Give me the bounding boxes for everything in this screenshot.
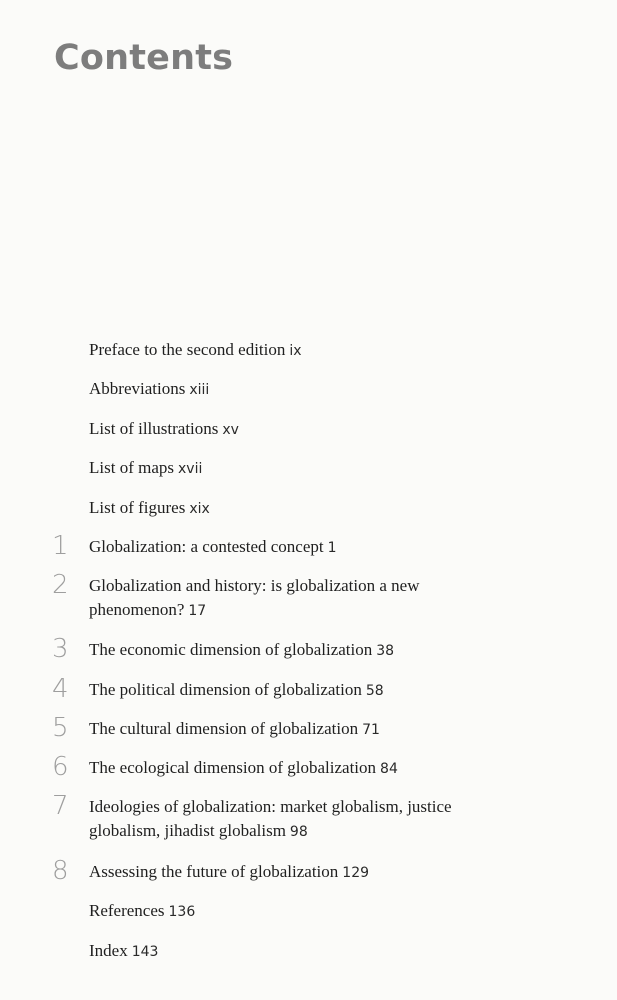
- entry-page: 84: [380, 761, 398, 777]
- entry-title: The political dimension of globalization: [89, 680, 362, 699]
- toc-entry-chapter-1[interactable]: [89, 535, 509, 560]
- toc-entry-chapter-4[interactable]: [89, 678, 509, 703]
- entry-page: 58: [365, 683, 384, 699]
- entry-title-line-1: Globalization and history: is globalization a new: [89, 576, 420, 595]
- toc-entry-chapter-8[interactable]: [89, 860, 509, 885]
- toc-entry-abbreviations[interactable]: [89, 377, 509, 402]
- toc-entry-chapter-3[interactable]: [89, 638, 509, 663]
- toc-entry-preface[interactable]: [89, 338, 509, 363]
- toc-entry-chapter-2[interactable]: [89, 574, 509, 623]
- entry-page: 136: [168, 904, 196, 920]
- entry-page: xvii: [178, 461, 203, 477]
- chapter-number: 4: [52, 674, 69, 704]
- entry-title: Preface to the second edition: [89, 340, 286, 359]
- chapter-number: 6: [52, 752, 69, 782]
- entry-page: xv: [222, 422, 239, 438]
- chapter-number: 3: [52, 634, 69, 664]
- page-title: Contents: [54, 38, 234, 78]
- toc-entry-references[interactable]: [89, 899, 509, 924]
- toc-entry-chapter-7[interactable]: [89, 795, 509, 844]
- entry-title: Globalization: a contested concept: [89, 537, 324, 556]
- entry-page: 71: [362, 722, 380, 738]
- entry-page: 98: [289, 824, 308, 840]
- entry-title: List of illustrations: [89, 419, 219, 438]
- entry-title: List of figures: [89, 498, 186, 517]
- entry-title: Assessing the future of globalization: [89, 862, 339, 881]
- chapter-number: 2: [52, 570, 69, 600]
- entry-page: 143: [131, 944, 159, 960]
- chapter-number: 5: [52, 713, 69, 743]
- entry-page: 129: [342, 865, 370, 881]
- entry-page: ix: [289, 343, 302, 359]
- entry-page: xiii: [189, 382, 210, 398]
- toc-entry-chapter-5[interactable]: [89, 717, 509, 742]
- entry-title: Abbreviations: [89, 379, 186, 398]
- entry-title-line-2: globalism, jihadist globalism: [89, 821, 286, 840]
- entry-title-line-2: phenomenon?: [89, 600, 185, 619]
- entry-title-line-1: Ideologies of globalization: market globalism, justice: [89, 797, 452, 816]
- entry-title: The cultural dimension of globalization: [89, 719, 359, 738]
- entry-title: References: [89, 901, 165, 920]
- entry-page: 17: [188, 603, 207, 619]
- entry-title: The ecological dimension of globalization: [89, 758, 377, 777]
- entry-title: Index: [89, 941, 128, 960]
- entry-title: List of maps: [89, 458, 174, 477]
- chapter-number: 8: [52, 856, 69, 886]
- chapter-number: 7: [52, 791, 69, 821]
- toc-entry-index[interactable]: [89, 939, 509, 964]
- toc-entry-chapter-6[interactable]: [89, 756, 509, 781]
- chapter-number: 1: [52, 531, 69, 561]
- entry-page: xix: [189, 501, 210, 517]
- entry-title: The economic dimension of globalization: [89, 640, 373, 659]
- entry-page: 1: [327, 540, 337, 556]
- entry-page: 38: [376, 643, 395, 659]
- toc-entry-figures[interactable]: [89, 496, 509, 521]
- toc-entry-maps[interactable]: [89, 456, 509, 481]
- toc-entry-illustrations[interactable]: [89, 417, 509, 442]
